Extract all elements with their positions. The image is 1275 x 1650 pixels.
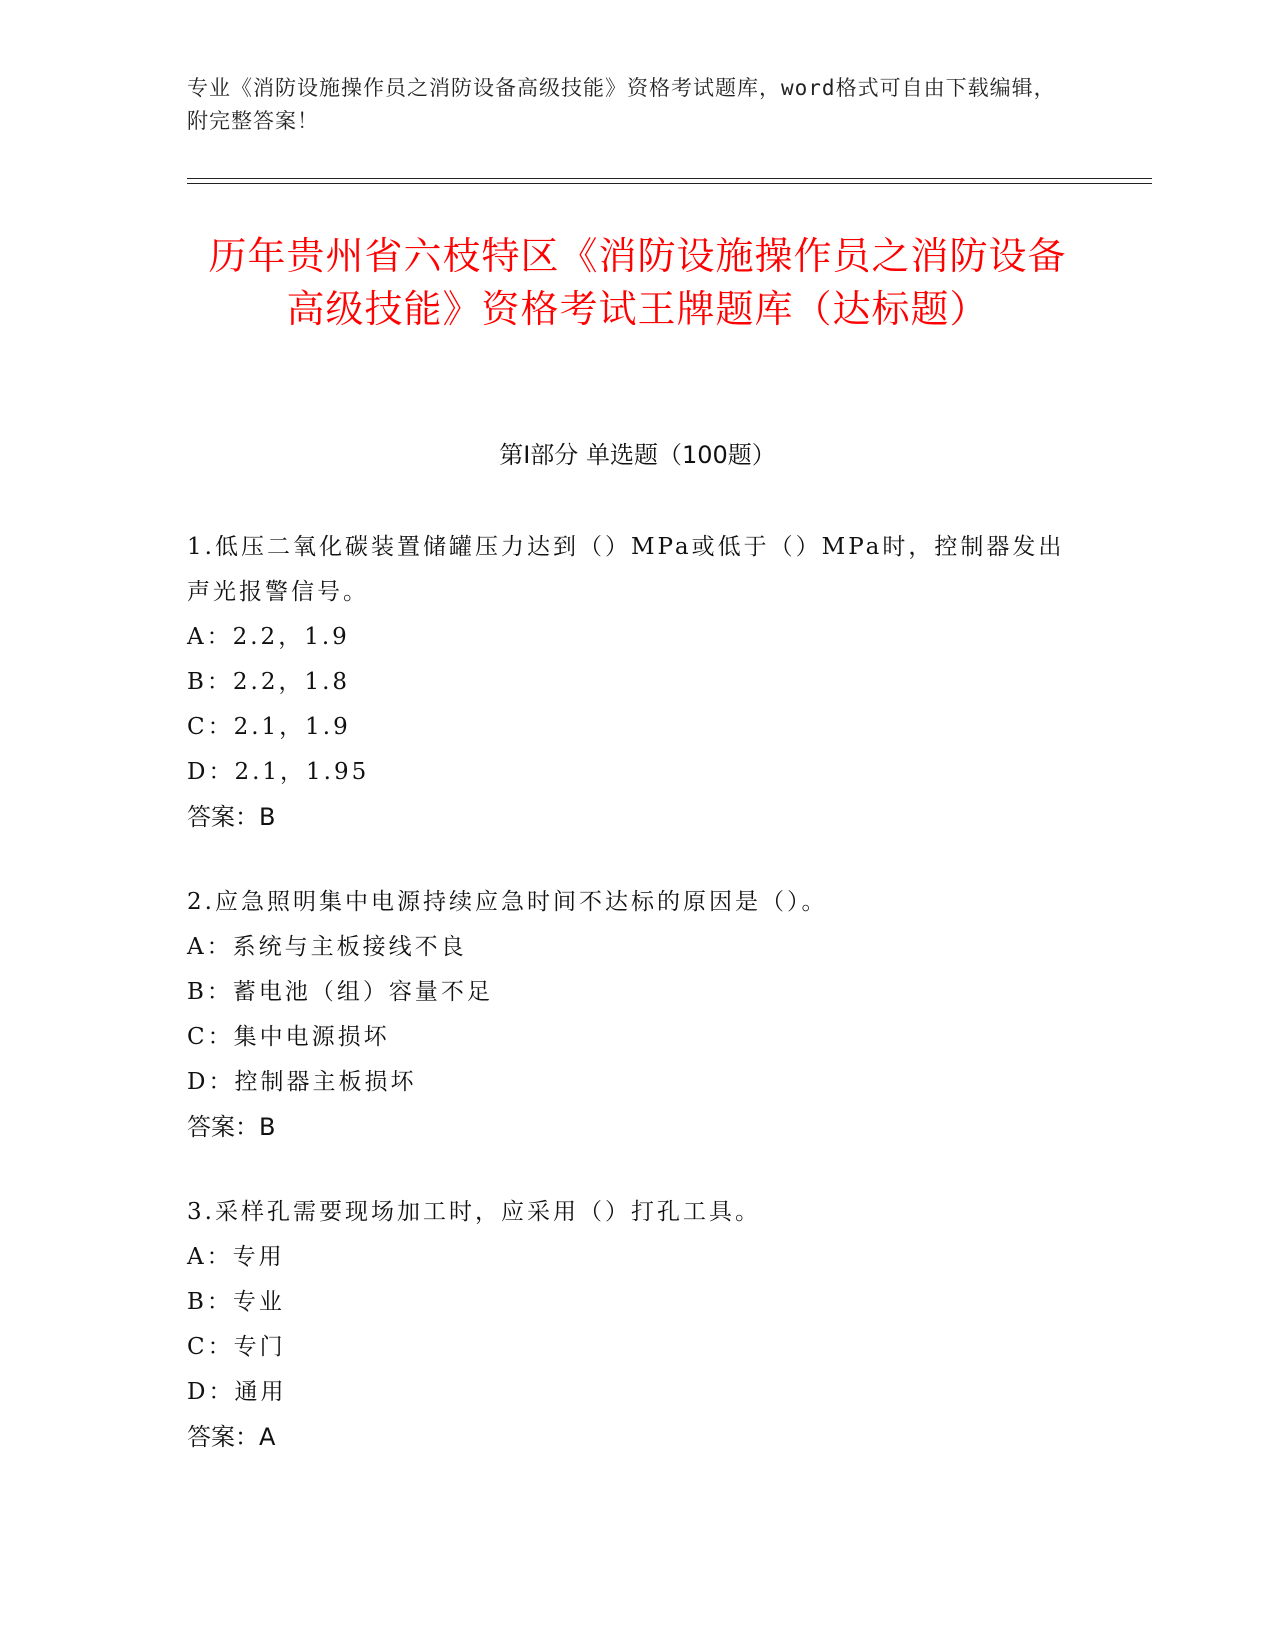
question-item <box>187 880 1087 1150</box>
option-b: B：2.2，1.8 <box>187 669 351 695</box>
question-stem: 2.应急照明集中电源持续应急时间不达标的原因是（）。 <box>187 889 828 915</box>
header-divider-bottom <box>187 183 1152 184</box>
question-item <box>187 1190 1087 1460</box>
document-title: 历年贵州省六枝特区《消防设施操作员之消防设备高级技能》资格考试王牌题库（达标题） <box>208 234 1067 331</box>
answer-line: 答案：A <box>187 1423 276 1451</box>
option-c: C：专门 <box>187 1334 286 1360</box>
option-b: B：蓄电池（组）容量不足 <box>187 979 493 1005</box>
option-a: A：2.2，1.9 <box>187 624 350 650</box>
option-c: C：2.1，1.9 <box>187 714 351 740</box>
question-item <box>187 525 1087 840</box>
option-d: D：控制器主板损坏 <box>187 1069 417 1095</box>
option-a: A：专用 <box>187 1244 285 1270</box>
section-heading: 第I部分 单选题（100题） <box>499 441 776 469</box>
question-stem: 3.采样孔需要现场加工时，应采用（）打孔工具。 <box>187 1199 761 1225</box>
option-c: C：集中电源损坏 <box>187 1024 390 1050</box>
option-d: D：通用 <box>187 1379 287 1405</box>
header-note: 专业《消防设施操作员之消防设备高级技能》资格考试题库，word格式可自由下载编辑，附完整答案！ <box>187 76 1056 133</box>
header-divider-top <box>187 178 1152 179</box>
question-stem: 1.低压二氧化碳装置储罐压力达到（）MPa或低于（）MPa时，控制器发出声光报警信号。 <box>187 534 1065 605</box>
option-d: D：2.1，1.95 <box>187 759 370 785</box>
question-list <box>187 525 1087 1500</box>
answer-line: 答案：B <box>187 1113 276 1141</box>
option-a: A：系统与主板接线不良 <box>187 934 467 960</box>
option-b: B：专业 <box>187 1289 285 1315</box>
answer-line: 答案：B <box>187 803 276 831</box>
